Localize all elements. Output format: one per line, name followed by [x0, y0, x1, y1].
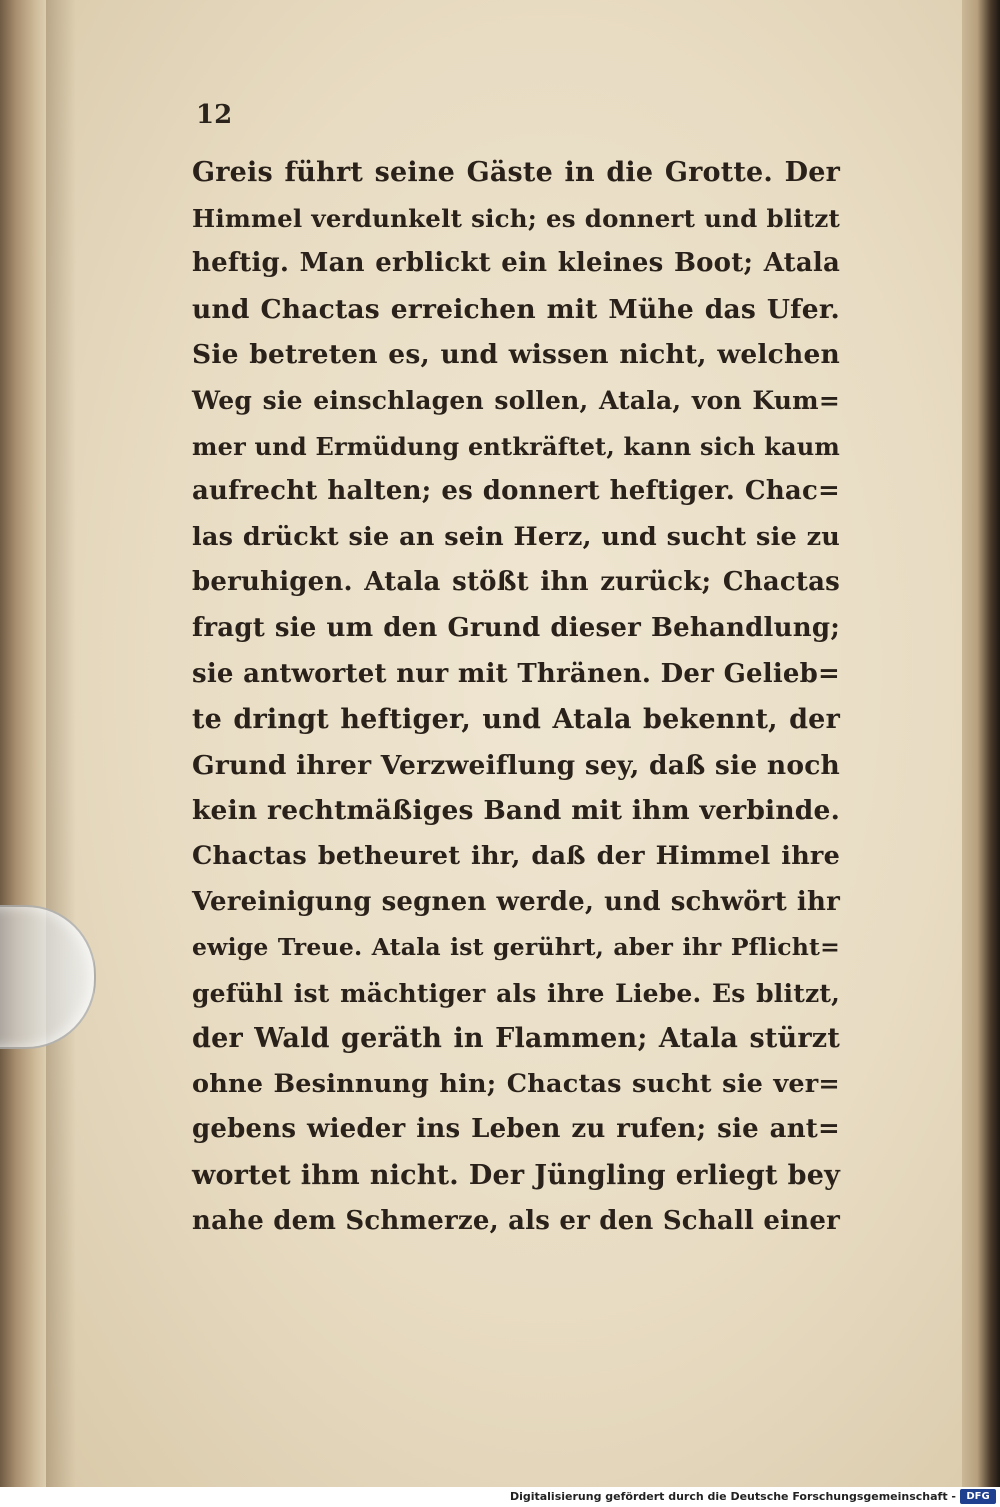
text-line: Chactas betheuret ihr, daß der Himmel ihre — [192, 840, 840, 871]
text-line: las drückt sie an sein Herz, und sucht sie zu — [192, 521, 840, 552]
text-line: mer und Ermüdung entkräftet, kann sich kaum — [192, 431, 840, 461]
text-line: sie antwortet nur mit Thränen. Der Gelieb= — [192, 658, 840, 689]
text-line: und Chactas erreichen mit Mühe das Ufer. — [192, 293, 840, 325]
footer-credit: Digitalisierung gefördert durch die Deutsche Forschungsgemeinschaft - — [509, 1490, 956, 1503]
text-line: ohne Besinnung hin; Chactas sucht sie ver= — [192, 1068, 840, 1099]
text-line: gefühl ist mächtiger als ihre Liebe. Es blitzt, — [192, 978, 840, 1008]
text-line: Vereinigung segnen werde, und schwört ihr — [192, 886, 840, 917]
text-line: kein rechtmäßiges Band mit ihm verbinde. — [192, 795, 840, 827]
text-line: beruhigen. Atala stößt ihn zurück; Chactas — [192, 567, 840, 598]
page-gutter-shadow — [46, 0, 76, 1487]
text-line: fragt sie um den Grund dieser Behandlung; — [192, 612, 840, 643]
dfg-logo: DFG — [960, 1489, 996, 1504]
body-text — [192, 150, 840, 1244]
text-line: der Wald geräth in Flammen; Atala stürzt — [192, 1023, 840, 1055]
text-line: Greis führt seine Gäste in die Grotte. Der — [192, 157, 840, 188]
text-line: nahe dem Schmerze, als er den Schall einer — [192, 1205, 840, 1236]
text-line: heftig. Man erblickt ein kleines Boot; Atala — [192, 248, 840, 279]
text-line: Grund ihrer Verzweiflung sey, daß sie noch — [192, 749, 840, 781]
text-line: Sie betreten es, und wissen nicht, welchen — [192, 339, 840, 371]
text-line: Himmel verdunkelt sich; es donnert und blitzt — [192, 203, 840, 233]
text-line: ewige Treue. Atala ist gerührt, aber ihr Pflicht= — [192, 933, 840, 962]
text-line: aufrecht halten; es donnert heftiger. Chac= — [192, 476, 840, 507]
book-left-edge — [0, 0, 46, 1487]
text-line: gebens wieder ins Leben zu rufen; sie ant= — [192, 1114, 840, 1145]
text-line: Weg sie einschlagen sollen, Atala, von Kum= — [192, 385, 840, 415]
text-line: te dringt heftiger, und Atala bekennt, der — [192, 704, 840, 736]
digitization-footer — [0, 1487, 1000, 1507]
book-right-edge — [962, 0, 1000, 1487]
page-number: 12 — [196, 100, 233, 130]
text-line: wortet ihm nicht. Der Jüngling erliegt bey — [192, 1160, 840, 1192]
